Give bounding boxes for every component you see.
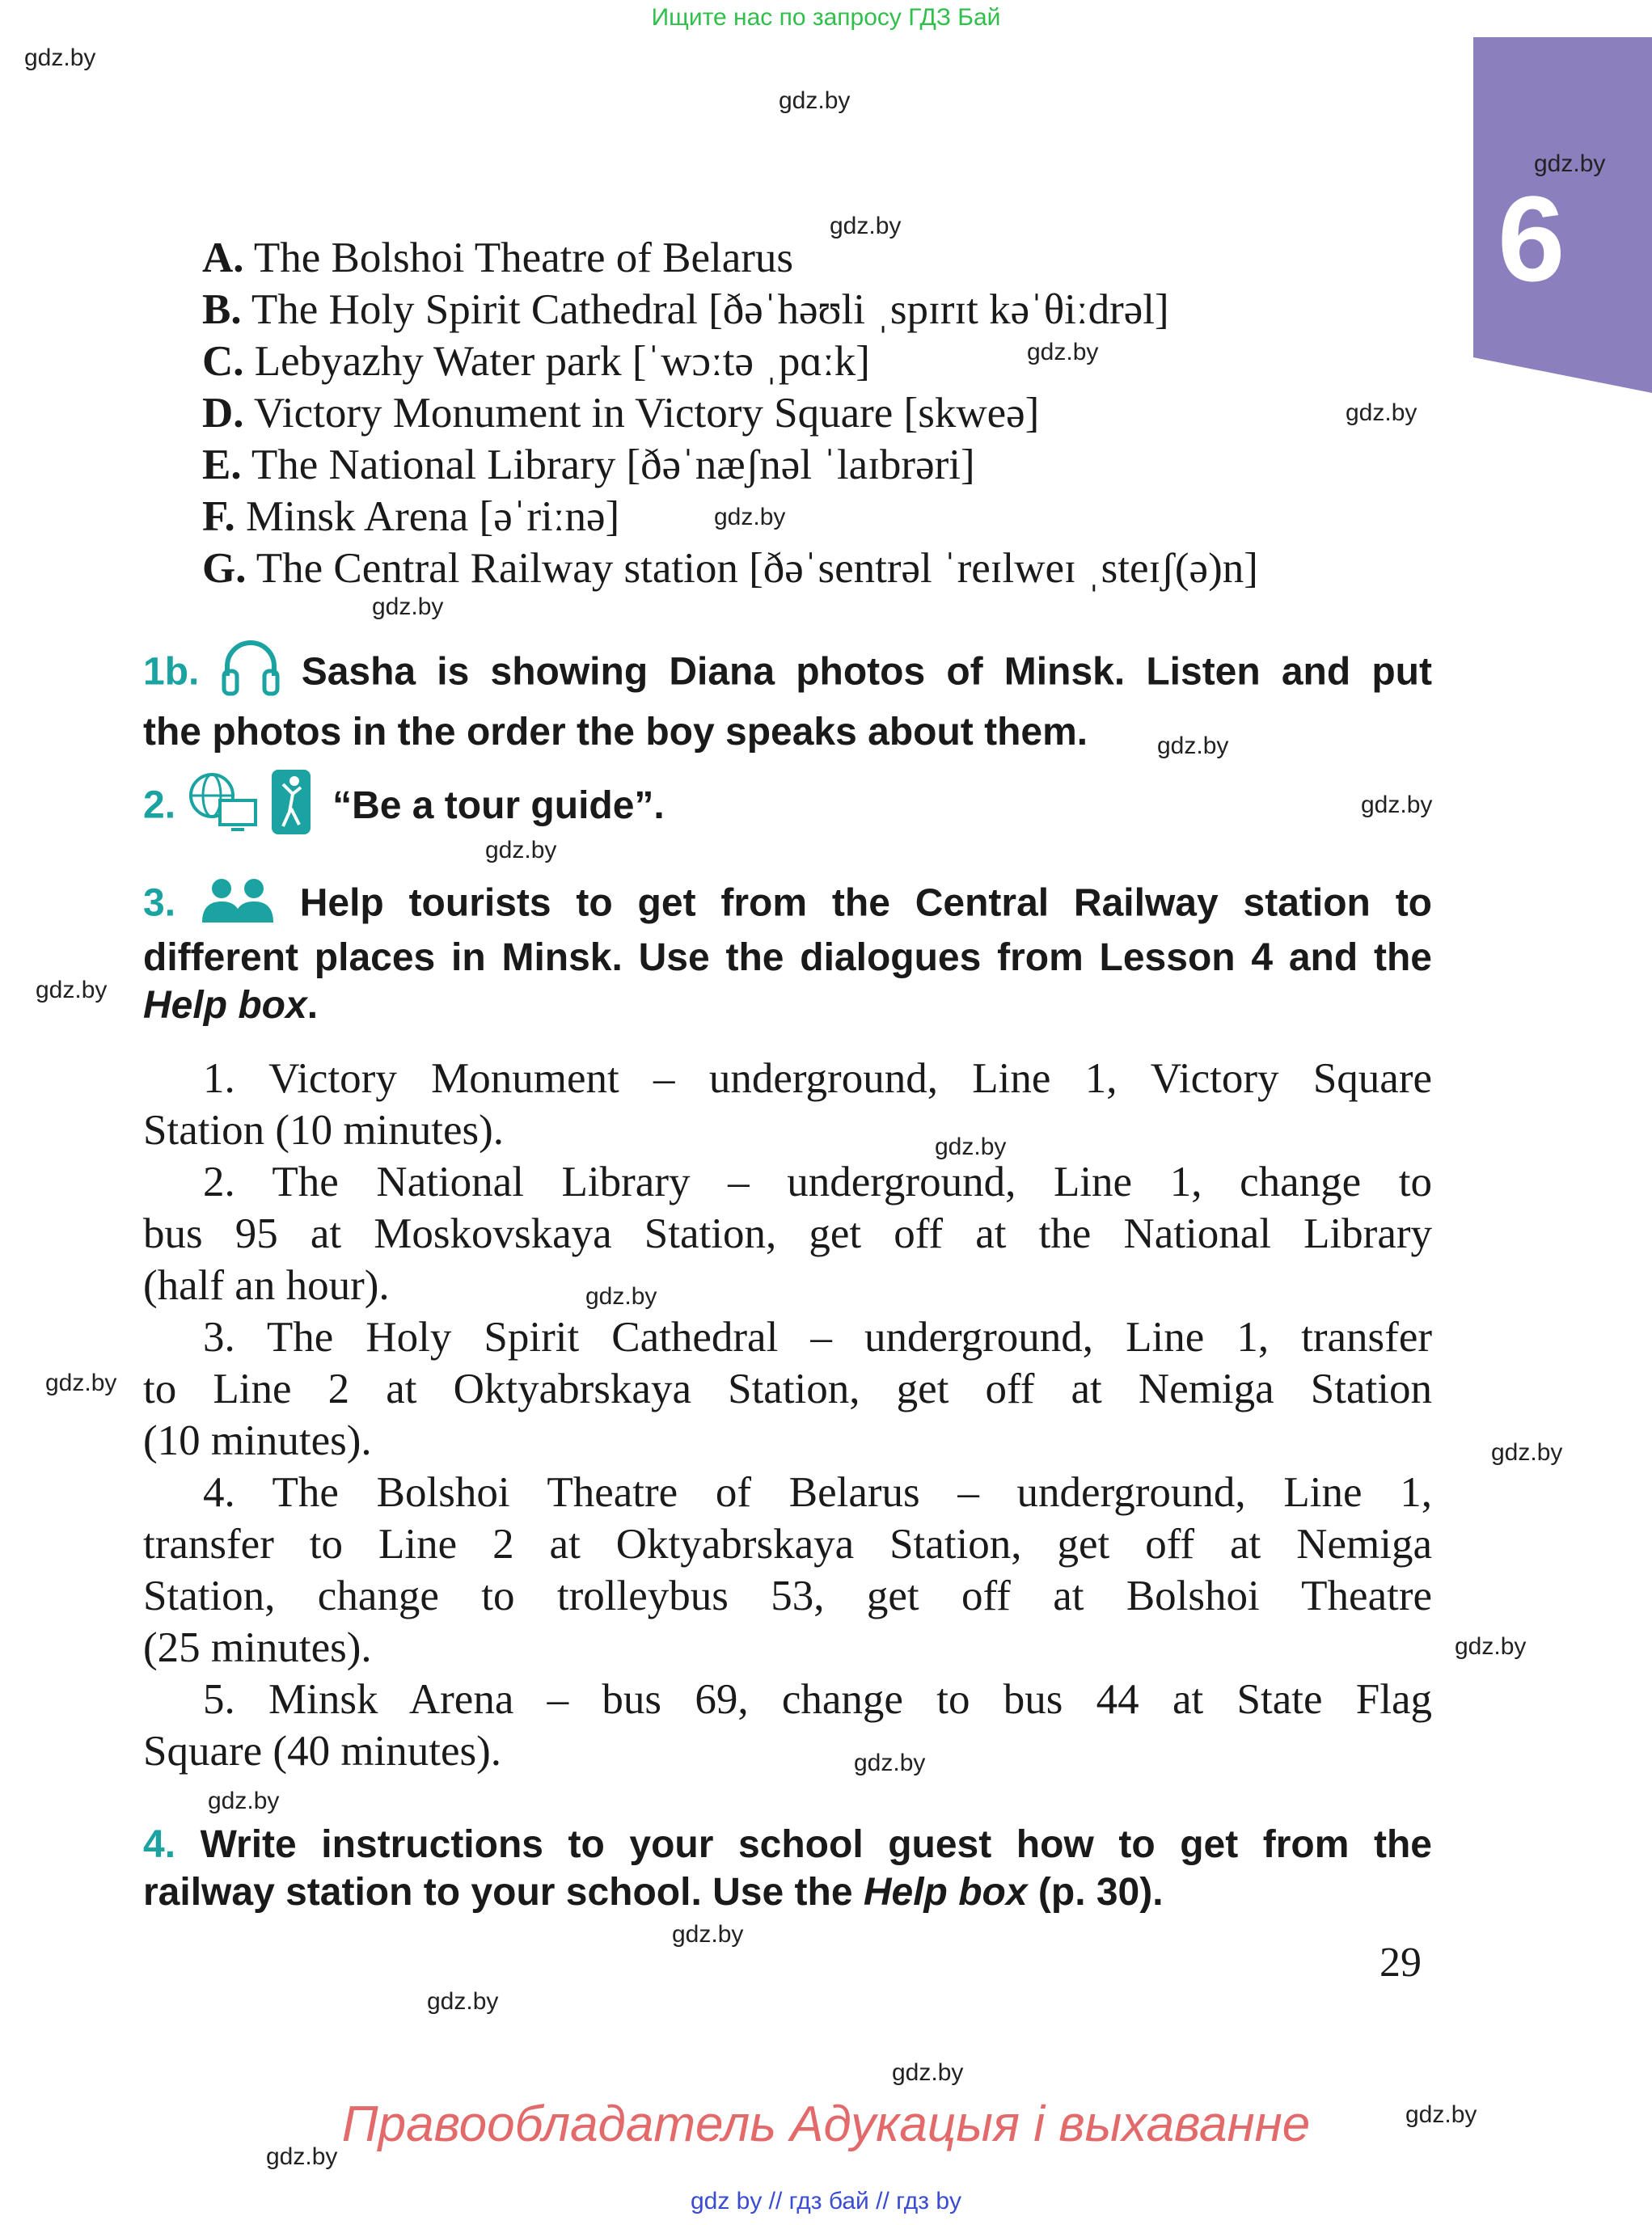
page-number: 29 bbox=[1379, 1940, 1422, 1986]
exercise-text: “Be a tour guide”. bbox=[332, 783, 665, 827]
watermark: gdz.by bbox=[372, 593, 444, 620]
watermark: gdz.by bbox=[935, 1134, 1007, 1160]
exercise-3-line3: Help box. bbox=[143, 984, 319, 1027]
watermark: gdz.by bbox=[208, 1788, 280, 1814]
list-item: G. The Central Railway station [ðəˈsentrəl ˈreɪlweɪ ˌsteɪʃ(ə)n] bbox=[202, 545, 1258, 592]
watermark: gdz.by bbox=[1455, 1633, 1527, 1660]
exercise-text: Help tourists to get from the Central Railway station to bbox=[299, 881, 1433, 925]
route-line: 5. Minsk Arena – bus 69, change to bus 44 at State Flag bbox=[203, 1676, 1432, 1723]
headphones-icon bbox=[221, 640, 281, 708]
route-line: Station (10 minutes). bbox=[143, 1107, 505, 1154]
exercise-4-line1 bbox=[143, 1821, 1432, 1868]
exercise-number: 4. bbox=[143, 1823, 176, 1866]
route-line: 4. The Bolshoi Theatre of Belarus – underground, Line 1, bbox=[203, 1469, 1432, 1516]
watermark: gdz.by bbox=[1534, 150, 1606, 177]
exercise-3-line2: different places in Minsk. Use the dialogues from Lesson 4 and the bbox=[143, 936, 1432, 979]
exercise-4 bbox=[143, 1821, 1432, 1916]
exercise-1b-line2: the photos in the order the boy speaks about them. bbox=[143, 711, 1088, 754]
watermark: gdz.by bbox=[672, 1921, 744, 1948]
exercise-3-line1 bbox=[143, 877, 1432, 934]
watermark: gdz.by bbox=[427, 1988, 499, 2015]
list-item: C. Lebyazhy Water park [ˈwɔːtə ˌpɑːk] bbox=[202, 338, 870, 385]
route-line: bus 95 at Moskovskaya Station, get off at the National Library bbox=[143, 1210, 1432, 1257]
route-line: to Line 2 at Oktyabrskaya Station, get off at Nemiga Station bbox=[143, 1366, 1432, 1412]
unit-number: 6 bbox=[1498, 171, 1565, 306]
route-line: (half an hour). bbox=[143, 1262, 390, 1309]
exercise-1b-line1 bbox=[143, 640, 1432, 708]
route-line: 2. The National Library – underground, Line 1, change to bbox=[203, 1159, 1432, 1205]
copyright-notice: Правообладатель Адукацыя і выхаванне bbox=[341, 2096, 1311, 2152]
routes-list bbox=[143, 1053, 1432, 1777]
exercise-number: 2. bbox=[143, 783, 176, 827]
exercise-1b bbox=[143, 640, 1432, 756]
route-line: (10 minutes). bbox=[143, 1417, 372, 1464]
watermark: gdz.by bbox=[1157, 733, 1229, 759]
watermark: gdz.by bbox=[779, 87, 851, 114]
activity-person-icon bbox=[270, 768, 312, 847]
watermark: gdz.by bbox=[1361, 792, 1433, 818]
pair-work-icon bbox=[201, 877, 275, 934]
watermark: gdz.by bbox=[36, 977, 108, 1003]
list-item: A. The Bolshoi Theatre of Belarus bbox=[202, 234, 794, 281]
route-line: (25 minutes). bbox=[143, 1624, 372, 1671]
exercise-number: 3. bbox=[143, 881, 176, 925]
route-line: transfer to Line 2 at Oktyabrskaya Station, get off at Nemiga bbox=[143, 1521, 1432, 1568]
route-line: Square (40 minutes). bbox=[143, 1728, 502, 1775]
list-item: F. Minsk Arena [əˈriːnə] bbox=[202, 493, 620, 540]
route-line: 1. Victory Monument – underground, Line 1, Victory Square bbox=[203, 1055, 1432, 1102]
watermark: gdz.by bbox=[45, 1370, 117, 1396]
watermark: gdz.by bbox=[266, 2143, 338, 2170]
watermark: gdz.by bbox=[1027, 339, 1099, 365]
exercise-text: Sasha is showing Diana photos of Minsk. Listen and put bbox=[301, 650, 1432, 694]
exercise-2-line bbox=[143, 768, 1432, 847]
exercise-2 bbox=[143, 768, 1432, 847]
list-item: E. The National Library [ðəˈnæʃnəl ˈlaɪbrəri] bbox=[202, 441, 975, 488]
globe-computer-icon bbox=[186, 770, 259, 846]
route-line: 3. The Holy Spirit Cathedral – underground, Line 1, transfer bbox=[203, 1314, 1432, 1361]
watermark: gdz.by bbox=[854, 1750, 926, 1776]
watermark: gdz.by bbox=[714, 504, 786, 530]
watermark: gdz.by bbox=[830, 213, 902, 239]
route-line: Station, change to trolleybus 53, get off at Bolshoi Theatre bbox=[143, 1573, 1432, 1619]
exercise-3 bbox=[143, 877, 1432, 1029]
exercise-4-line2: railway station to your school. Use the Help box (p. 30). bbox=[143, 1871, 1164, 1914]
list-item: D. Victory Monument in Victory Square [skweə] bbox=[202, 390, 1040, 437]
list-item: B. The Holy Spirit Cathedral [ðəˈhəʊli ˌspɪrɪt kəˈθiːdrəl] bbox=[202, 286, 1169, 333]
exercise-text: Write instructions to your school guest how to get from the bbox=[200, 1823, 1432, 1866]
watermark: gdz.by bbox=[24, 44, 96, 71]
footer-links[interactable]: gdz by // гдз бай // гдз by bbox=[690, 2188, 962, 2214]
watermark: gdz.by bbox=[485, 837, 557, 863]
watermark: gdz.by bbox=[1346, 399, 1418, 426]
watermark: gdz.by bbox=[1491, 1439, 1563, 1466]
watermark: gdz.by bbox=[892, 2059, 964, 2086]
watermark: gdz.by bbox=[585, 1283, 657, 1310]
watermark: gdz.by bbox=[1405, 2101, 1477, 2128]
exercise-number: 1b. bbox=[143, 650, 200, 694]
top-banner: Ищите нас по запросу ГДЗ Бай bbox=[651, 4, 1001, 31]
